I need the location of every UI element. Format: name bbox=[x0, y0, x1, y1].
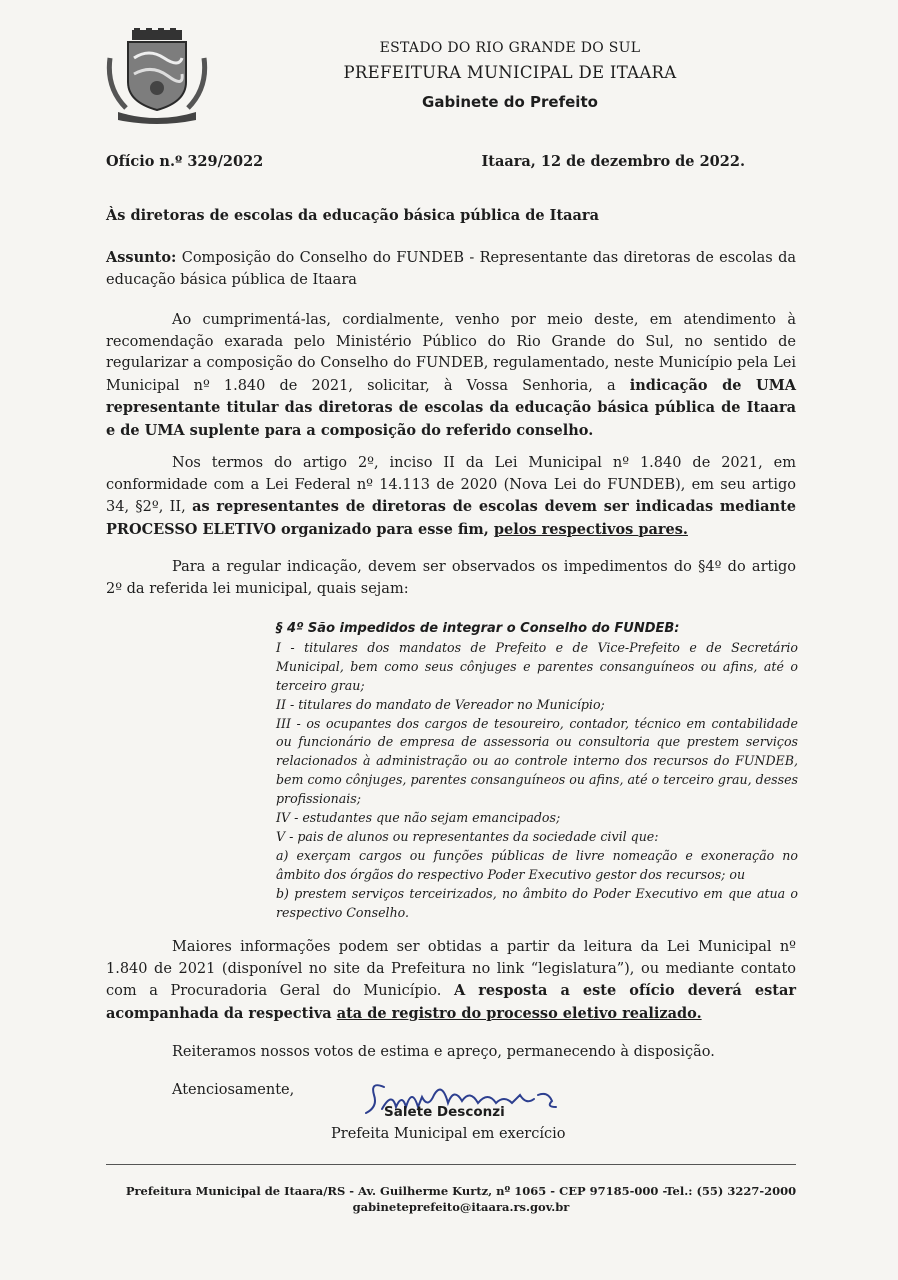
law-quote-item: IV - estudantes que não sejam emancipados; bbox=[276, 810, 561, 826]
paragraph-more-info-text: Maiores informações podem ser obtidas a partir da leitura da Lei Municipal nº 1.840 de 2021 (disponível no site da Prefeitura no link “legislatura”), ou mediante contato com a Procuradoria Geral do Município. bbox=[106, 939, 796, 999]
paragraph-request-text: Ao cumprimentá-las, cordialmente, venho por meio deste, em atendimento à recomendação exarada pelo Ministério Público do Rio Grande do Sul, no sentido de regularizar a composição do Conselho do FUNDEB, regulamentado, neste Município pela Lei Municipal nº 1.840 de 2021, solicitar, à Vossa Senhoria, a bbox=[106, 312, 796, 394]
paragraph-request-bold: indicação de UMA representante titular das diretoras de escolas da educação básica pública de Itaara e de UMA suplente para a composição do referido conselho. bbox=[106, 376, 796, 439]
recipient: Às diretoras de escolas da educação básica pública de Itaara bbox=[106, 207, 599, 224]
header-state: ESTADO DO RIO GRANDE DO SUL bbox=[379, 40, 641, 56]
paragraph-impediments-intro: Para a regular indicação, devem ser observados os impedimentos do §4º do artigo 2º da referida lei municipal, quais sejam: bbox=[106, 559, 796, 597]
paragraph-legal-basis-underlined: pelos respectivos pares. bbox=[493, 520, 688, 538]
law-quote-item: III - os ocupantes dos cargos de tesoureiro, contador, técnico em contabilidade ou funcionário de empresa de assessoria ou consultoria que prestem serviços relacionados à administração ou ao controle interno dos recursos do FUNDEB, bem como cônjuges, parentes consanguíneos ou afins, até o terceiro grau, desses profissionais; bbox=[276, 715, 798, 807]
subject-line bbox=[106, 247, 796, 291]
law-quote-item: V - pais de alunos ou representantes da sociedade civil que: bbox=[276, 828, 659, 844]
paragraph-request bbox=[106, 310, 796, 442]
paragraph-more-info-underlined: ata de registro do processo eletivo realizado. bbox=[336, 1004, 702, 1022]
header-city-hall: PREFEITURA MUNICIPAL DE ITAARA bbox=[343, 63, 677, 82]
paragraph-legal-basis bbox=[106, 453, 796, 541]
letter-date: Itaara, 12 de dezembro de 2022. bbox=[481, 153, 745, 170]
paragraph-legal-basis-text: Nos termos do artigo 2º, inciso II da Lei Municipal nº 1.840 de 2021, em conformidade com a Lei Federal nº 14.113 de 2020 (Nova Lei do FUNDEB), em seu artigo 34, §2º, II, bbox=[106, 455, 796, 515]
footer-email: gabineteprefeito@itaara.rs.gov.br bbox=[352, 1200, 570, 1214]
signer-role: Prefeita Municipal em exercício bbox=[331, 1126, 566, 1142]
paragraph-more-info-bold: A resposta a este ofício deverá estar acompanhada da respectiva bbox=[106, 982, 796, 1022]
law-quote-item: II - titulares do mandato de Vereador no Município; bbox=[276, 696, 605, 712]
paragraph-legal-basis-bold: as representantes de diretoras de escolas devem ser indicadas mediante PROCESSO ELETIVO organizado para esse fim, bbox=[106, 498, 797, 538]
letter-number: Ofício n.º 329/2022 bbox=[106, 153, 264, 170]
paragraph-regards: Reiteramos nossos votos de estima e apreço, permanecendo à disposição. bbox=[172, 1044, 715, 1060]
law-quote-item: a) exerçam cargos ou funções públicas de livre nomeação e exoneração no âmbito dos órgãos do respectivo Poder Executivo gestor dos recursos; ou bbox=[276, 847, 798, 882]
coat-of-arms-icon bbox=[104, 28, 210, 124]
paragraph-more-info bbox=[106, 937, 796, 1025]
closing: Atenciosamente, bbox=[172, 1082, 295, 1098]
subject-label: Assunto: bbox=[106, 249, 177, 266]
law-quote-title: § 4º São impedidos de integrar o Conselho do FUNDEB: bbox=[276, 621, 680, 636]
law-quote bbox=[276, 620, 798, 923]
signer-name: Salete Desconzi bbox=[384, 1104, 505, 1120]
law-quote-item: b) prestem serviços terceirizados, no âmbito do Poder Executivo em que atua o respectivo Conselho. bbox=[276, 885, 798, 920]
header-office: Gabinete do Prefeito bbox=[422, 93, 598, 111]
law-quote-item: I - titulares dos mandatos de Prefeito e de Vice-Prefeito e de Secretário Municipal, bem como seus cônjuges e parentes consanguíneos ou afins, até o terceiro grau; bbox=[276, 639, 798, 693]
subject-text: Composição do Conselho do FUNDEB - Representante das diretoras de escolas da educação básica pública de Itaara bbox=[106, 250, 796, 288]
footer-divider bbox=[106, 1164, 796, 1165]
footer-address: Prefeitura Municipal de Itaara/RS - Av. Guilherme Kurtz, nº 1065 - CEP 97185-000 -Tel.: (55) 3227-2000 bbox=[125, 1184, 797, 1198]
